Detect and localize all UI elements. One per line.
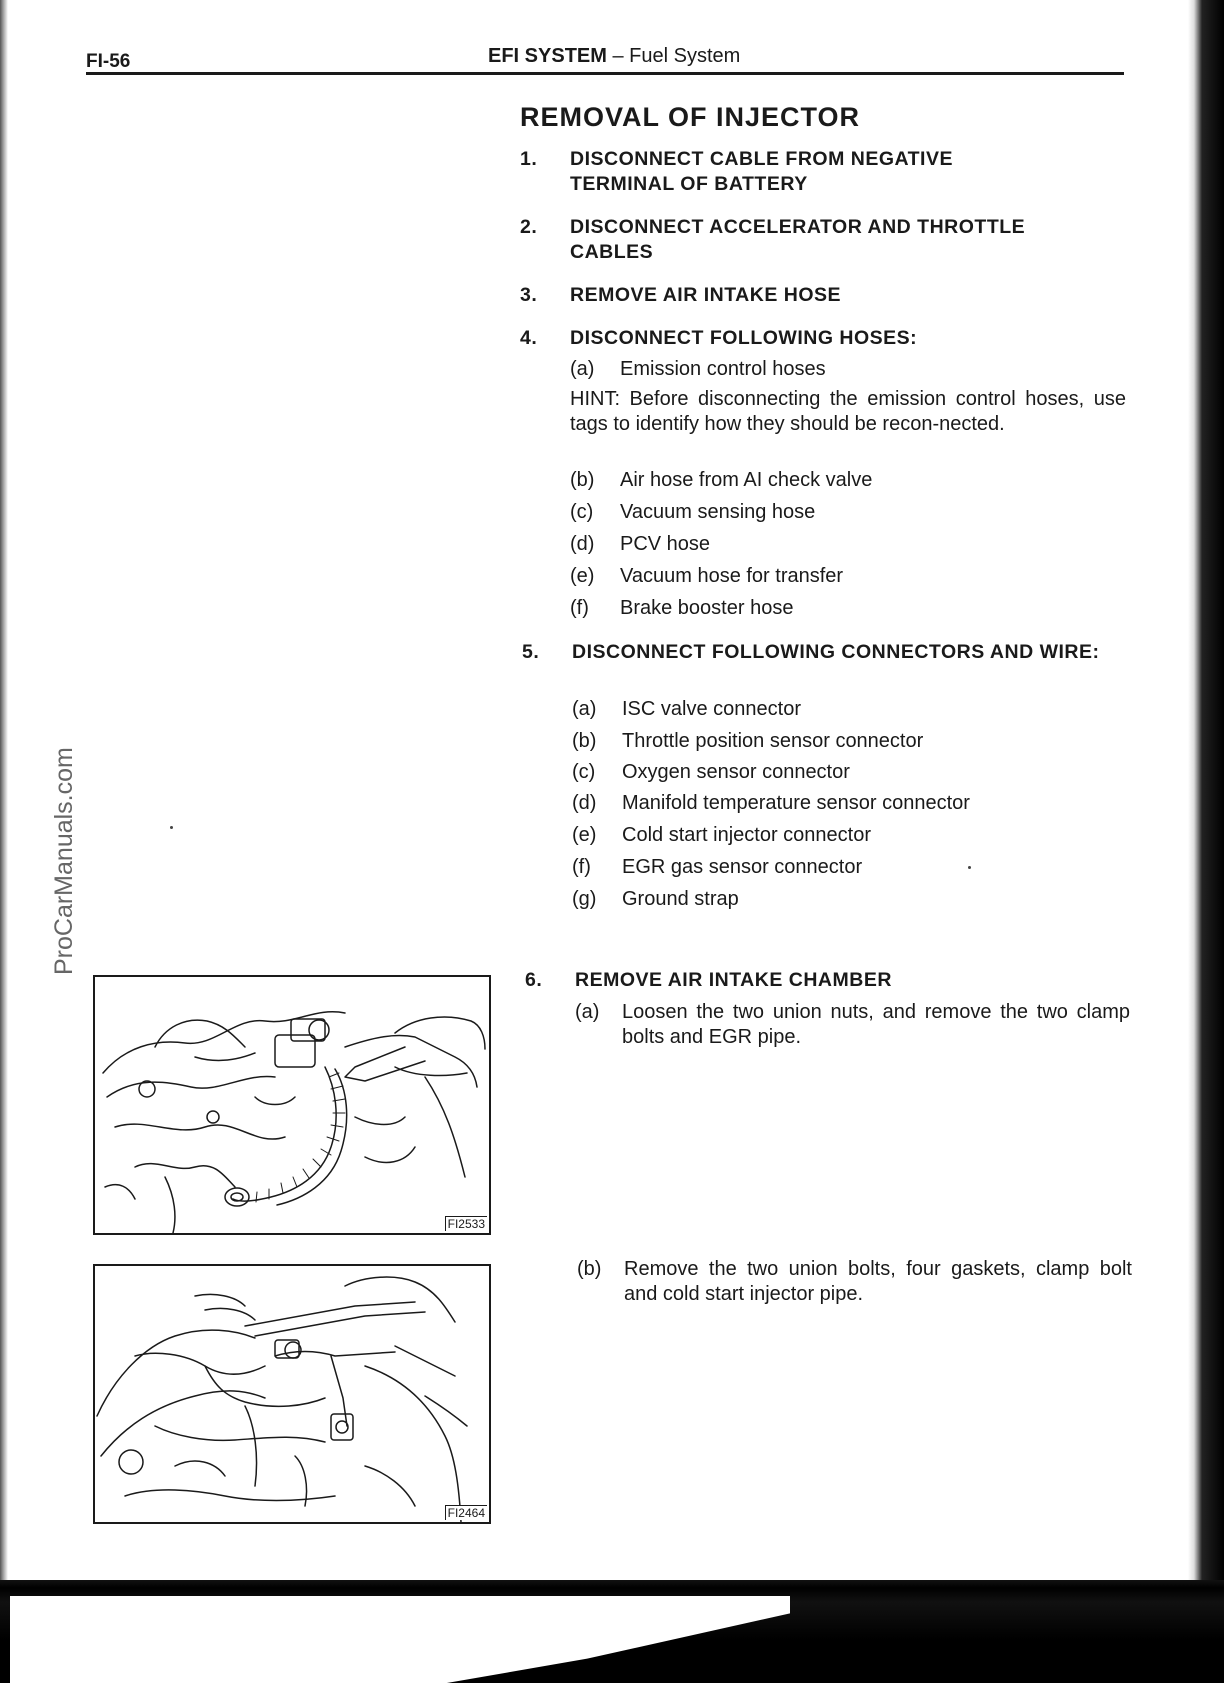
scan-speck bbox=[968, 866, 971, 869]
header-system: EFI SYSTEM bbox=[488, 45, 607, 67]
item-text: Vacuum sensing hose bbox=[620, 501, 816, 523]
list-item bbox=[570, 564, 1130, 590]
item-text: EGR gas sensor connector bbox=[622, 856, 863, 878]
item-text: Ground strap bbox=[622, 888, 739, 910]
list-item bbox=[572, 697, 1132, 723]
step-number: 1. bbox=[520, 148, 538, 170]
list-item bbox=[572, 760, 1132, 786]
figure-cold-start-injector-pipe bbox=[93, 1264, 491, 1524]
scan-left-edge bbox=[0, 0, 8, 1683]
step-text: DISCONNECT CABLE FROM NEGATIVE TERMINAL OF BATTERY bbox=[570, 148, 953, 195]
list-item bbox=[570, 500, 1130, 526]
item-text: Vacuum hose for transfer bbox=[620, 565, 844, 587]
item-label: (b) bbox=[577, 1258, 602, 1280]
step-1 bbox=[520, 147, 1140, 199]
item-label: (e) bbox=[572, 824, 597, 846]
engine-illustration bbox=[95, 977, 489, 1233]
list-item bbox=[572, 823, 1132, 849]
step-6 bbox=[525, 968, 1145, 994]
step-text: DISCONNECT FOLLOWING HOSES: bbox=[570, 327, 918, 349]
item-label: (c) bbox=[572, 761, 596, 783]
step-5 bbox=[522, 640, 1142, 692]
item-label: (a) bbox=[570, 358, 595, 380]
list-item bbox=[570, 596, 1130, 622]
step-text: REMOVE AIR INTAKE CHAMBER bbox=[575, 969, 892, 991]
item-label: (f) bbox=[570, 597, 589, 619]
figure-code: FI2464 bbox=[445, 1505, 487, 1520]
step-text: REMOVE AIR INTAKE HOSE bbox=[570, 284, 842, 306]
step-3 bbox=[520, 283, 1140, 309]
step-number: 3. bbox=[520, 284, 538, 306]
section-title: REMOVAL OF INJECTOR bbox=[520, 102, 861, 132]
step-number: 4. bbox=[520, 327, 538, 349]
list-item bbox=[572, 887, 1132, 913]
step-number: 6. bbox=[525, 969, 543, 991]
item-text: Oxygen sensor connector bbox=[622, 761, 850, 783]
step-text: DISCONNECT ACCELERATOR AND THROTTLE CABLES bbox=[570, 216, 1026, 263]
header-separator: – bbox=[606, 45, 630, 67]
item-label: (d) bbox=[572, 792, 597, 814]
list-item bbox=[572, 855, 1132, 881]
item-text: PCV hose bbox=[620, 533, 711, 555]
item-label: (b) bbox=[570, 469, 595, 491]
step-number: 2. bbox=[520, 216, 538, 238]
list-item bbox=[570, 357, 1130, 383]
item-label: (a) bbox=[575, 1001, 600, 1023]
figure-egr-pipe-removal bbox=[93, 975, 491, 1235]
item-label: (a) bbox=[572, 698, 597, 720]
item-text: ISC valve connector bbox=[622, 698, 801, 720]
header-rule bbox=[86, 72, 1124, 75]
engine-illustration bbox=[95, 1266, 489, 1522]
item-label: (b) bbox=[572, 730, 597, 752]
item-label: (e) bbox=[570, 565, 595, 587]
list-item bbox=[577, 1257, 1137, 1309]
step-2 bbox=[520, 215, 1140, 267]
scan-right-edge bbox=[1188, 0, 1224, 1580]
item-text: Remove the two union bolts, four gaskets, clamp bolt and cold start injector pipe. bbox=[624, 1258, 1132, 1305]
step-text: DISCONNECT FOLLOWING CONNECTORS AND WIRE: bbox=[572, 641, 1100, 663]
page-number: FI-56 bbox=[86, 51, 131, 72]
list-item bbox=[575, 1000, 1135, 1052]
item-text: Throttle position sensor connector bbox=[622, 730, 924, 752]
header-subsystem: Fuel System bbox=[629, 45, 741, 67]
list-item bbox=[570, 532, 1130, 558]
watermark: ProCarManuals.com bbox=[50, 747, 78, 975]
scan-speck bbox=[170, 826, 173, 829]
item-label: (f) bbox=[572, 856, 591, 878]
hint-note: HINT: Before disconnecting the emission control hoses, use tags to identify how they should be recon-nected. bbox=[570, 388, 1126, 435]
item-text: Emission control hoses bbox=[620, 358, 826, 380]
item-text: Brake booster hose bbox=[620, 597, 794, 619]
figure-code: FI2533 bbox=[445, 1216, 487, 1231]
item-text: Loosen the two union nuts, and remove the two clamp bolts and EGR pipe. bbox=[622, 1001, 1130, 1048]
list-item bbox=[570, 468, 1130, 494]
item-text: Air hose from AI check valve bbox=[620, 469, 873, 491]
running-header bbox=[488, 45, 740, 68]
list-item bbox=[572, 729, 1132, 755]
item-text: Manifold temperature sensor connector bbox=[622, 792, 970, 814]
list-item bbox=[572, 791, 1132, 817]
item-label: (c) bbox=[570, 501, 594, 523]
item-label: (g) bbox=[572, 888, 597, 910]
step-4 bbox=[520, 326, 1140, 352]
step-number: 5. bbox=[522, 641, 540, 663]
item-label: (d) bbox=[570, 533, 595, 555]
item-text: Cold start injector connector bbox=[622, 824, 872, 846]
